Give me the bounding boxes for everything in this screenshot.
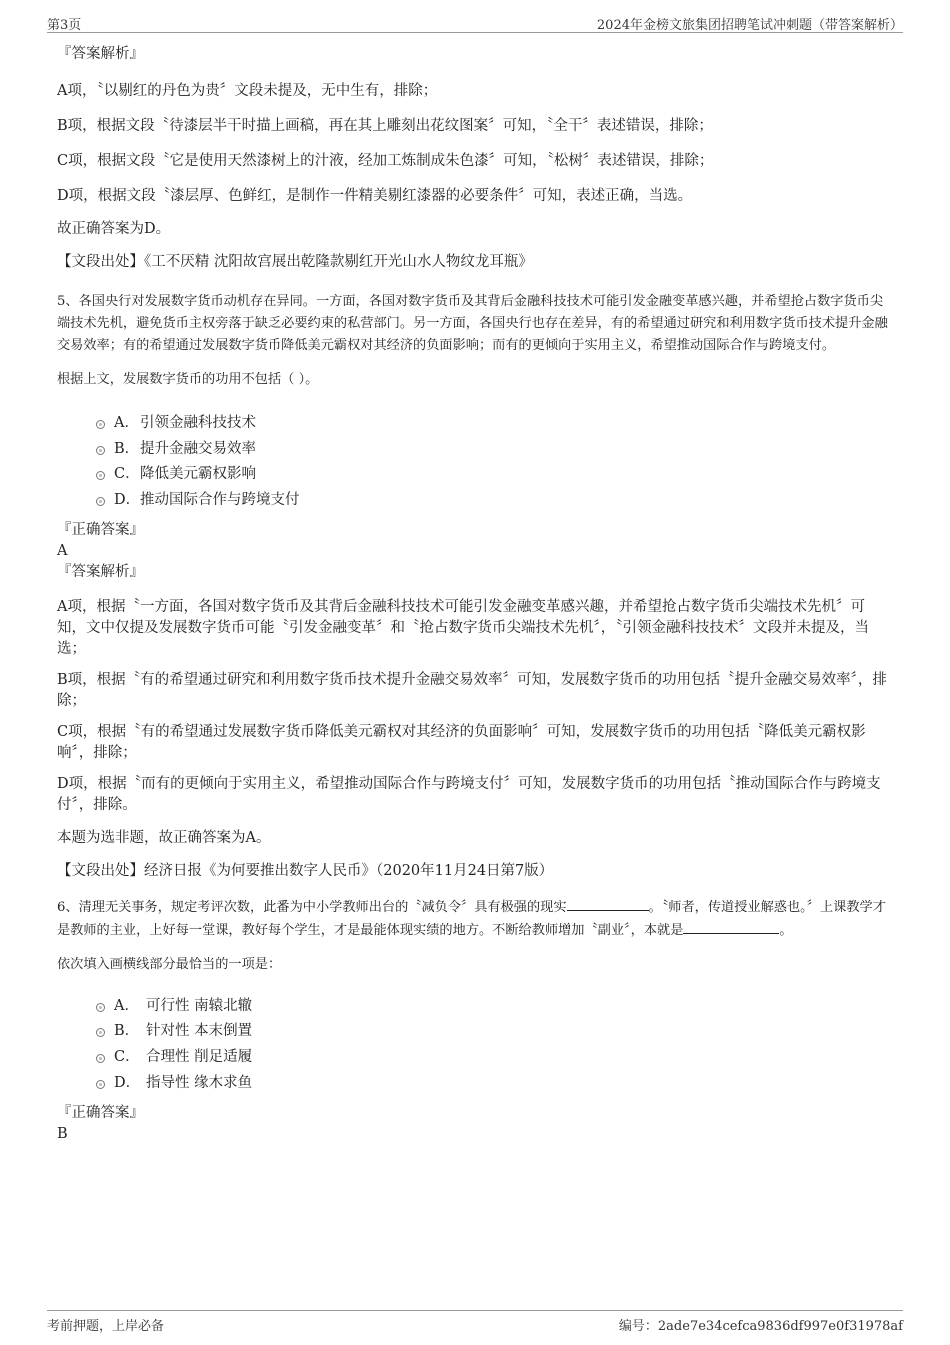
- question-6-option-d[interactable]: D． 指导性 缘木求鱼: [57, 1071, 889, 1097]
- question-5-prompt: 根据上文，发展数字货币的功用不包括（ ）。: [57, 372, 319, 387]
- question-6-option-c[interactable]: C． 合理性 削足适履: [57, 1045, 889, 1071]
- fill-blank-2: [683, 919, 779, 934]
- document-title: 2024年金榜文旅集团招聘笔试冲刺题（带答案解析）: [596, 18, 903, 33]
- passage-source: 【文段出处】经济日报《为何要推出数字人民币》（2020年11月24日第7版）: [57, 862, 554, 879]
- radio-icon[interactable]: [96, 471, 105, 480]
- radio-icon[interactable]: [96, 1054, 105, 1063]
- document-code: 编号：2ade7e34cefca9836df997e0f31978af: [618, 1319, 903, 1334]
- footer-slogan: 考前押题，上岸必备: [47, 1319, 165, 1334]
- page-footer: [47, 1310, 903, 1335]
- question-6-prompt: 依次填入画横线部分最恰当的一项是：: [57, 956, 282, 972]
- analysis-line-b: B项，根据〝有的希望通过研究和利用数字货币技术提升金融交易效率〞可知，发展数字货币的功用包括〝提升金融交易效率〞，排除；: [57, 671, 887, 709]
- question-5-option-c[interactable]: C．降低美元霸权影响: [57, 462, 889, 488]
- question-5-stem: 5、各国央行对发展数字货币动机存在异同。一方面，各国对数字货币及其背后金融科技技术可能引发金融变革感兴趣，并希望抢占数字货币尖端技术先机，避免货币主权旁落于缺乏必要约束的私营部门。另一方面，各国央行也存在差异，有的希望通过研究和利用数字货币技术提升金融交易效率；有的希望通过发展数字货币降低美元霸权对其经济的负面影响；而有的更倾向于实用主义，希望推动国际合作与跨境支付。: [57, 294, 888, 353]
- analysis-line-a: A项，〝以剔红的丹色为贵〞文段未提及，无中生有，排除；: [57, 83, 438, 99]
- radio-icon[interactable]: [96, 1028, 105, 1037]
- question-6-stem: 6、清理无关事务，规定考评次数，此番为中小学教师出台的〝减负令〞具有极强的现实 。〝师者，传道授业解惑也。〞上课教学才是教师的主业，上好每一堂课，教好每个学生，才是最能体现实绩的地方。不断给教师增加〝副业〞，本就是 。: [57, 896, 889, 942]
- analysis-conclusion: 故正确答案为D。: [57, 221, 171, 237]
- analysis-conclusion: 本题为选非题，故正确答案为A。: [57, 829, 271, 846]
- radio-icon[interactable]: [96, 1080, 105, 1089]
- analysis-line-b: B项，根据文段〝待漆层半干时描上画稿，再在其上雕刻出花纹图案〞可知，〝全干〞表述错误，排除；: [57, 118, 713, 134]
- correct-answer: A: [57, 542, 68, 559]
- page-number: 第3页: [47, 18, 82, 33]
- analysis-heading: 『答案解析』: [57, 563, 144, 580]
- analysis-line-d: D项，根据〝而有的更倾向于实用主义，希望推动国际合作与跨境支付〞可知，发展数字货币的功用包括〝推动国际合作与跨境支付〞，排除。: [57, 775, 881, 813]
- question-6-option-a[interactable]: A． 可行性 南辕北辙: [57, 994, 889, 1020]
- correct-answer: B: [57, 1125, 68, 1142]
- question-6-option-b[interactable]: B． 针对性 本末倒置: [57, 1019, 889, 1045]
- fill-blank-1: [567, 896, 649, 911]
- page-content: [57, 44, 889, 1145]
- analysis-heading: 『答案解析』: [57, 46, 144, 62]
- question-5-option-a[interactable]: A．引领金融科技技术: [57, 411, 889, 437]
- answer-heading: 『正确答案』: [57, 521, 144, 538]
- question-5-option-b[interactable]: B．提升金融交易效率: [57, 437, 889, 463]
- radio-icon[interactable]: [96, 446, 105, 455]
- analysis-line-c: C项，根据〝有的希望通过发展数字货币降低美元霸权对其经济的负面影响〞可知，发展数字货币的功用包括〝降低美元霸权影响〞，排除；: [57, 723, 866, 761]
- answer-heading: 『正确答案』: [57, 1104, 144, 1121]
- radio-icon[interactable]: [96, 1003, 105, 1012]
- analysis-line-a: A项，根据〝一方面，各国对数字货币及其背后金融科技技术可能引发金融变革感兴趣，并希望抢占数字货币尖端技术先机〞可知，文中仅提及发展数字货币可能〝引发金融变革〞和〝抢占数字货币尖端技术先机〞，〝引领金融科技技术〞文段并未提及，当选；: [57, 598, 869, 657]
- analysis-line-d: D项，根据文段〝漆层厚、色鲜红，是制作一件精美剔红漆器的必要条件〞可知，表述正确，当选。: [57, 188, 693, 204]
- question-5-option-d[interactable]: D．推动国际合作与跨境支付: [57, 488, 889, 514]
- passage-source: 【文段出处】《工不厌精 沈阳故宫展出乾隆款剔红开光山水人物纹龙耳瓶》: [57, 254, 533, 270]
- radio-icon[interactable]: [96, 420, 105, 429]
- radio-icon[interactable]: [96, 497, 105, 506]
- page-header: [47, 12, 903, 33]
- analysis-line-c: C项，根据文段〝它是使用天然漆树上的汁液，经加工炼制成朱色漆〞可知，〝松树〞表述错误，排除；: [57, 153, 714, 169]
